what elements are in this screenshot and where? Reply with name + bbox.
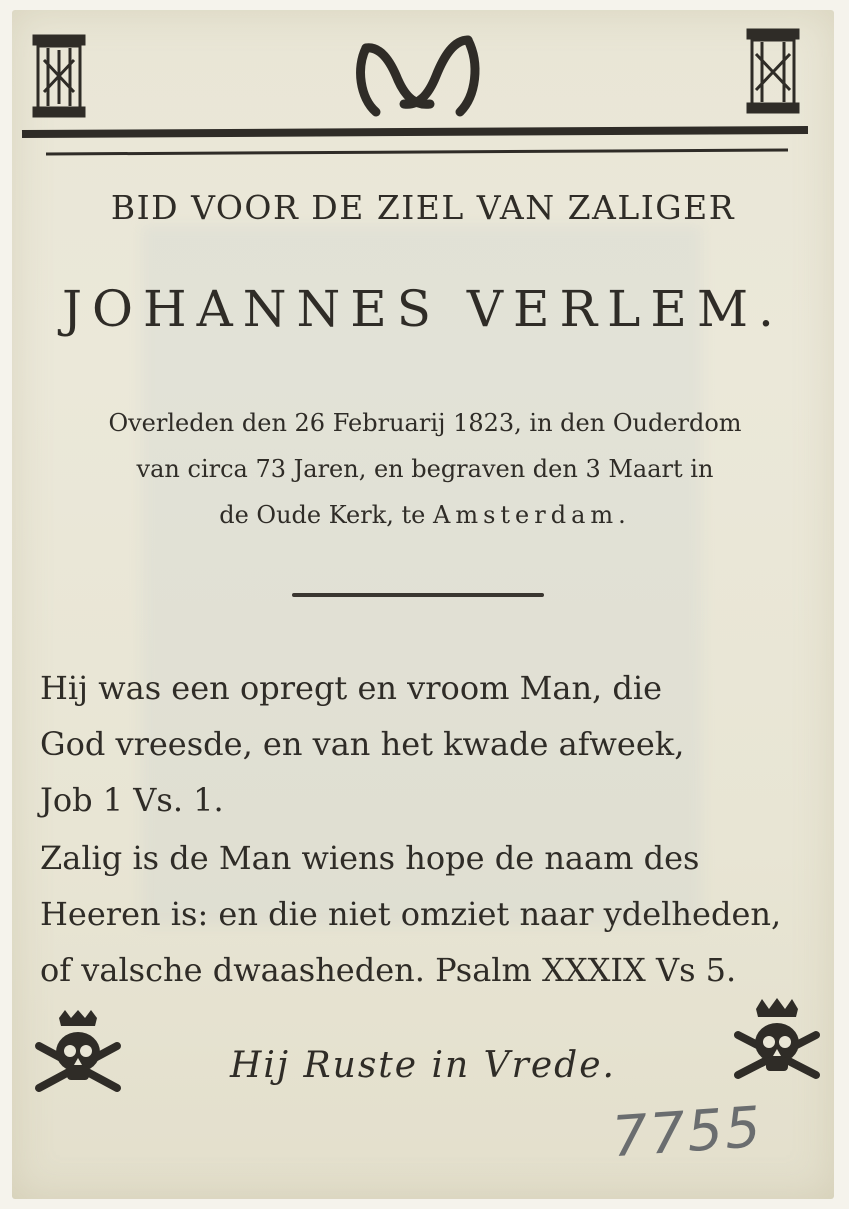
verse-line: God vreesde, en van het kwade afweek, — [40, 725, 685, 763]
verse-line: Hij was een opregt en vroom Man, die — [40, 669, 663, 707]
verse-line: Job 1 Vs. 1. — [40, 781, 224, 819]
details-place: de Oude Kerk, te — [219, 501, 426, 529]
top-ornament-band — [20, 20, 810, 165]
verse-psalm — [40, 830, 815, 998]
verse-line: Zalig is de Man wiens hope de naam des — [40, 839, 700, 877]
rest-in-peace: Hij Ruste in Vrede. — [230, 1045, 616, 1086]
top-rule-thick — [22, 130, 808, 134]
deceased-name: JOHANNES VERLEM. — [62, 280, 784, 338]
verse-line: of valsche dwaasheden. Psalm XXXIX Vs 5. — [40, 951, 737, 989]
crowned-skull-crossbones-icon — [732, 995, 822, 1085]
prayer-heading: BID VOOR DE ZIEL VAN ZALIGER — [110, 188, 736, 227]
torch-pillar-icon — [748, 30, 798, 112]
death-details — [30, 400, 820, 538]
details-line: Overleden den 26 Februarij 1823, in den Ouderdom — [108, 409, 742, 437]
details-line: van circa 73 Jaren, en begraven den 3 Maart in — [136, 455, 714, 483]
details-city: Amsterdam. — [432, 501, 631, 529]
torch-pillar-icon — [34, 36, 84, 116]
catalog-number: 7755 — [609, 1094, 765, 1171]
center-divider — [292, 593, 544, 597]
top-rule-thin — [46, 150, 788, 154]
verse-job — [40, 660, 815, 828]
details-line — [30, 492, 820, 538]
crossed-torches-icon — [361, 40, 475, 112]
verse-line: Heeren is: en die niet omziet naar ydelheden, — [40, 895, 782, 933]
